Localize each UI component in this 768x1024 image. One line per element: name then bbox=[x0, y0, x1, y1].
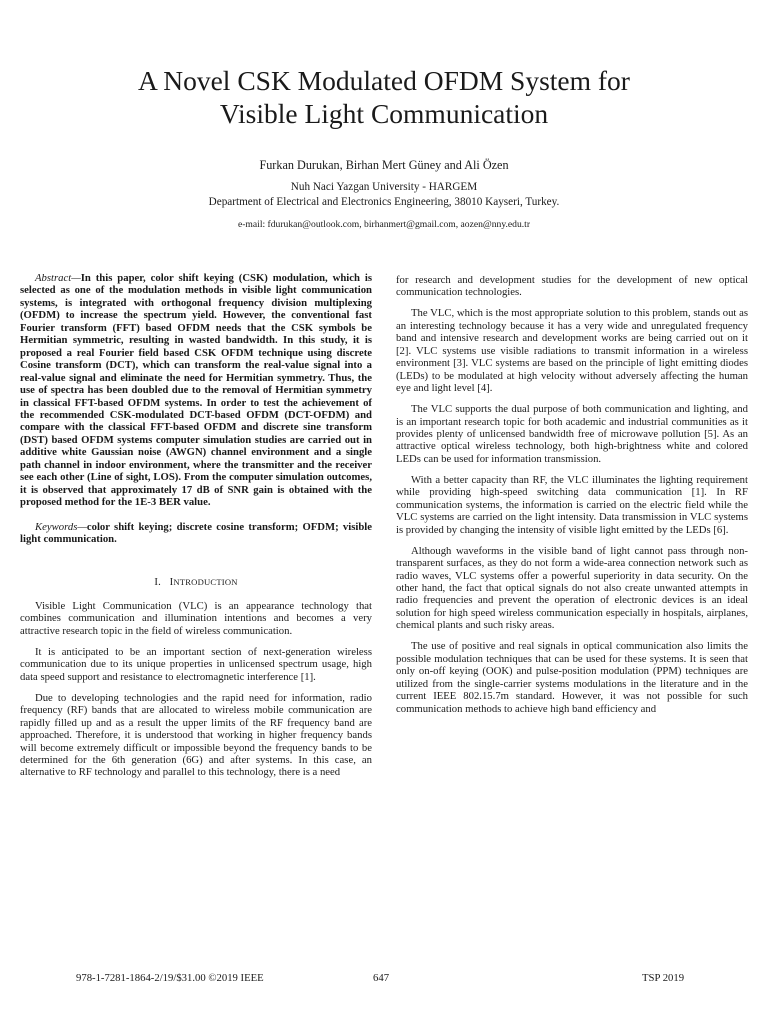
footer-copyright: 978-1-7281-1864-2/19/$31.00 ©2019 IEEE bbox=[76, 972, 264, 984]
abstract bbox=[20, 272, 372, 509]
body-paragraph: With a better capacity than RF, the VLC illuminates the lighting requirement while providing high-speed switching data communication [1]. In RF communication systems, the information is carried on the electric field while the VLC systems are carried on the light intensity. Data transmission in VLC systems is provided by changing the intensity of visible light emitted by the LEDs [6]. bbox=[396, 473, 748, 536]
footer-conference: TSP 2019 bbox=[642, 972, 685, 984]
paper-title bbox=[40, 64, 728, 130]
abstract-text: In this paper, color shift keying (CSK) modulation, which is selected as one of the modulation methods in visible light communication systems, is integrated with orthogonal frequency division multiplexing (OFDM) to increase the spectrum yield. However, the conventional fast Fourier transform (FFT) based OFDM needs that the CSK symbols be Hermitian symmetric, resulting in wasted bandwidth. In this study, it is proposed a real Fourier field based CSK OFDM technique using discrete Cosine transform (DCT), which can transform the real-value signal into a real-value signal and eliminate the need for Hermitian symmetry. Thus, the use of spectra has been doubled due to the removal of Hermitian symmetry in classical FFT-based OFDM systems. In order to test the achievement of the recommended CSK-modulated DCT-based OFDM (DCT-OFDM) and compare with the classical FFT-based OFDM and discrete sine transform (DST) based OFDM systems computer simulation studies are carried out in additive white Gaussian noise (AWGN) channel environment and a single path channel in indoor environment, where the transmitter and the receiver see each other (Line of sight, LOS). From the computer simulation outcomes, it is observed that approximately 17 dB of SNR gain is obtained with the proposed method for the 1E-3 BER value. bbox=[20, 272, 372, 509]
affiliation-line-1: Nuh Naci Yazgan University - HARGEM bbox=[290, 181, 478, 193]
keywords-text: color shift keying; discrete cosine transform; OFDM; visible light communication. bbox=[20, 520, 372, 546]
section-heading-introduction bbox=[20, 576, 372, 588]
footer-page-number: 647 bbox=[373, 972, 390, 984]
body-paragraph: Visible Light Communication (VLC) is an appearance technology that combines communication and illumination intentions and becomes a very attractive research topic in the field of wireless communication. bbox=[20, 599, 372, 637]
body-paragraph: Due to developing technologies and the rapid need for information, radio frequency (RF) bands that are allocated to wireless mobile communication are rapidly filled up and as a result the upper limits of the RF frequency band are approached. Therefore, it is understood that working in higher frequency bands will become extremely difficult or impossible beyond the frequency bands to be determined for the 6th generation (6G) and after systems. In this case, an alternative to RF technology and parallel to this technology, there is a need bbox=[20, 691, 372, 779]
abstract-label: Abstract— bbox=[35, 272, 81, 284]
section-number: I. bbox=[154, 575, 161, 588]
body-paragraph: The VLC supports the dual purpose of both communication and lighting, and is an important research topic for both academic and industrial communities as it provides plenty of unlicensed bandwidth free of microwave pollution [5]. As an attractive optical wireless technology, both high-brightness white and colored LEDs can be used for information transmission. bbox=[396, 403, 748, 465]
section-title-initial: I bbox=[169, 575, 174, 588]
title-line-2: Visible Light Communication bbox=[219, 98, 549, 129]
affiliation bbox=[40, 180, 728, 210]
title-line-1: A Novel CSK Modulated OFDM System for bbox=[138, 65, 630, 96]
author-emails: e-mail: fdurukan@outlook.com, birhanmert@gmail.com, aozen@nny.edu.tr bbox=[237, 219, 531, 230]
affiliation-line-2: Department of Electrical and Electronics Engineering, 38010 Kayseri, Turkey. bbox=[208, 196, 560, 208]
section-title-rest: NTRODUCTION bbox=[173, 576, 238, 587]
keywords bbox=[20, 521, 372, 546]
body-paragraph-continued: for research and development studies for the development of new optical communication technologies. bbox=[396, 274, 748, 299]
body-paragraph: It is anticipated to be an important section of next-generation wireless communication due to its unique properties in unlicensed spectrum usage, high data speed support and resistance to electromagnetic interference [1]. bbox=[20, 645, 372, 683]
body-paragraph: The VLC, which is the most appropriate solution to this problem, stands out as an interesting technology because it has a very wide and unregulated frequency band and intensive research and development works are being carried out on it [2]. VLC systems use visible radiations to transmit information in a wireless environment [3]. VLC systems are based on the principle of light emitting diodes (LEDs) to be modulated at high velocity without adversely affecting the human eye and light level [4]. bbox=[396, 307, 748, 395]
body-paragraph: Although waveforms in the visible band of light cannot pass through non-transparent surfaces, as they do not form a wide-area connection network such as radio waves, VLC systems offer a powerful superiority in data security. On the other hand, the fact that optical signals do not also create unwanted attempts in radio frequencies and prevent the operation of electronic devices is an ideal solution for high speed wireless communication especially in hospitals, airplanes, chemical plants and such risky areas. bbox=[396, 544, 748, 632]
right-column bbox=[396, 274, 748, 724]
author-list: Furkan Durukan, Birhan Mert Güney and Ali Özen bbox=[259, 158, 509, 172]
keywords-label: Keywords— bbox=[35, 520, 87, 533]
left-column bbox=[20, 272, 372, 787]
body-paragraph: The use of positive and real signals in optical communication also limits the possible modulation techniques that can be used for these systems. It is seen that only on-off keying (OOK) and pulse-position modulation (PPM) techniques are utilized from the single-carrier systems modulations in the literature and in the current IEEE 802.15.7m standard. However, it was not possible for such communication methods to achieve high band efficiency and bbox=[396, 640, 748, 715]
